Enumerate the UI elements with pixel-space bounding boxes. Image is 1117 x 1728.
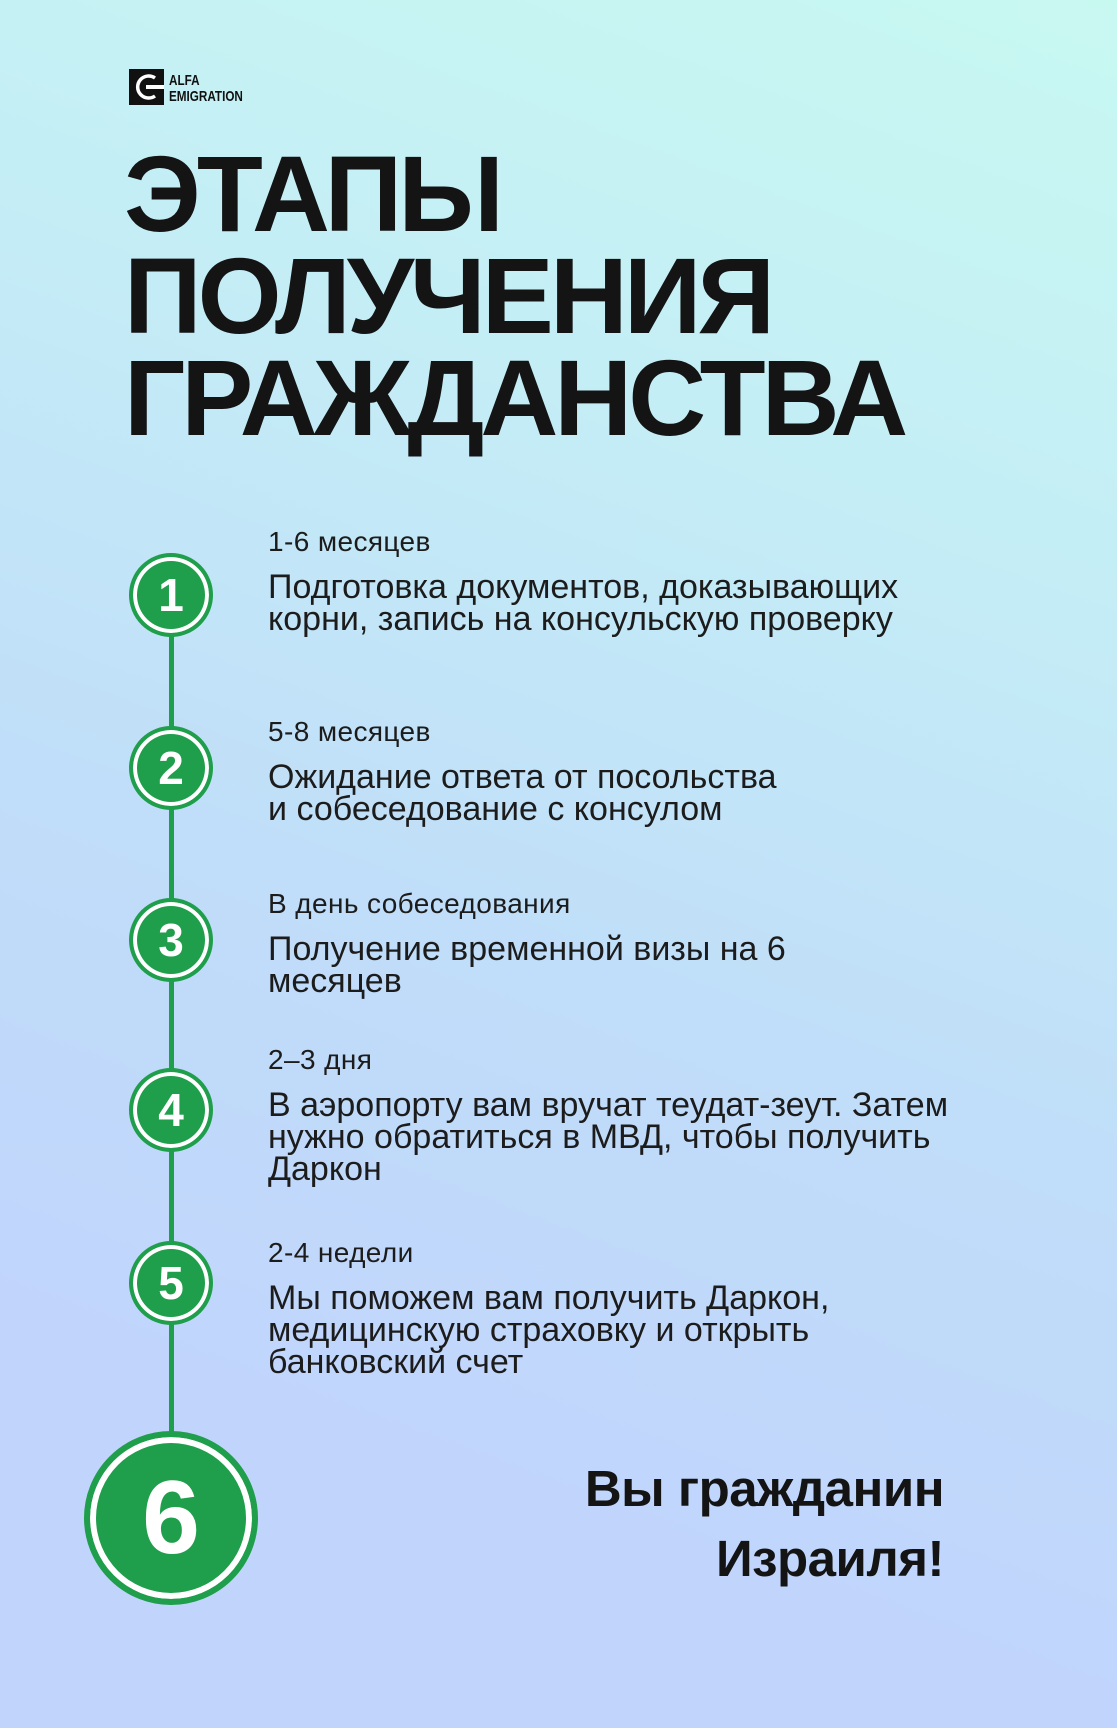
final-message-line-2: Израиля! <box>715 1530 944 1587</box>
step-3-description-line: месяцев <box>268 962 402 1000</box>
title-line-1: ЭТАПЫ <box>124 133 500 254</box>
step-2-number: 2 <box>158 742 184 794</box>
final-message-line-1: Вы гражданин <box>584 1460 944 1517</box>
step-3-description-line: Получение временной визы на 6 <box>268 930 786 968</box>
step-4-description-line: нужно обратиться в МВД, чтобы получить <box>268 1118 931 1156</box>
step-5-description-line: банковский счет <box>268 1343 524 1381</box>
step-5 <box>268 1237 830 1381</box>
step-4-description-line: В аэропорту вам вручат теудат-зеут. Затем <box>268 1086 949 1124</box>
step-5-badge <box>129 1241 213 1325</box>
step-5-period: 2-4 недели <box>268 1237 414 1268</box>
step-4 <box>268 1044 949 1188</box>
step-1-badge <box>129 553 213 637</box>
step-2 <box>268 716 777 828</box>
step-2-badge <box>129 726 213 810</box>
alfa-emigration-logo-icon <box>129 69 164 105</box>
step-5-description-line: Мы поможем вам получить Даркон, <box>268 1279 830 1317</box>
brand-wordmark <box>169 73 243 105</box>
step-3-number: 3 <box>158 914 184 966</box>
step-1-description-line: Подготовка документов, доказывающих <box>268 568 899 606</box>
step-2-period: 5-8 месяцев <box>268 716 431 747</box>
page-title <box>124 133 905 458</box>
title-line-3: ГРАЖДАНСТВА <box>124 337 905 458</box>
step-4-period: 2–3 дня <box>268 1044 373 1075</box>
step-4-badge <box>129 1068 213 1152</box>
brand-logo <box>129 69 249 107</box>
step-1 <box>268 526 899 638</box>
title-line-2: ПОЛУЧЕНИЯ <box>124 235 772 356</box>
brand-name-line1: ALFA <box>169 72 200 89</box>
step-5-number: 5 <box>158 1257 184 1309</box>
final-message <box>585 1454 944 1594</box>
step-3-description <box>268 930 786 1000</box>
step-3-badge <box>129 898 213 982</box>
final-step-number: 6 <box>142 1460 200 1576</box>
step-4-description <box>268 1086 949 1188</box>
step-1-description <box>268 568 899 638</box>
step-1-period: 1-6 месяцев <box>268 526 431 557</box>
step-5-description-line: медицинскую страховку и открыть <box>268 1311 810 1349</box>
step-5-description <box>268 1279 830 1381</box>
final-step-badge <box>84 1431 258 1605</box>
step-2-description-line: Ожидание ответа от посольства <box>268 758 777 796</box>
step-2-description-line: и собеседование с консулом <box>268 790 723 828</box>
step-1-number: 1 <box>158 569 184 621</box>
step-1-description-line: корни, запись на консульскую проверку <box>268 600 893 638</box>
step-3-period: В день собеседования <box>268 888 571 919</box>
step-4-number: 4 <box>158 1084 184 1136</box>
brand-name-line2: EMIGRATION <box>169 88 243 105</box>
step-2-description <box>268 758 777 828</box>
step-3 <box>268 888 786 1000</box>
step-4-description-line: Даркон <box>268 1150 382 1188</box>
